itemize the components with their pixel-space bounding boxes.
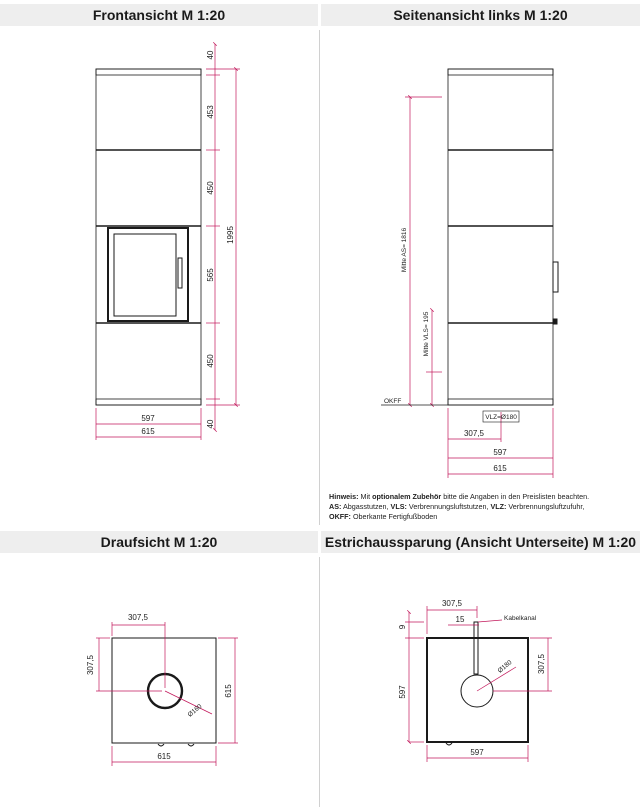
dim-front-seg2: 450 (206, 181, 215, 195)
side-base (448, 399, 553, 405)
dim-top-offset-x: 307,5 (127, 613, 149, 622)
dim-top-diameter: Ø160 (186, 703, 204, 719)
front-base (96, 399, 201, 405)
dim-front-top-cap: 40 (206, 50, 215, 60)
dim-front-width-inner: 597 (141, 414, 155, 423)
firebox-glass (114, 234, 176, 316)
dim-top-width: 615 (157, 752, 171, 761)
dim-front-total-height: 1995 (226, 226, 235, 244)
header-side: Seitenansicht links M 1:20 (321, 4, 640, 26)
dim-floor-diameter: Ø180 (496, 659, 514, 675)
door-handle (178, 258, 182, 288)
front-dimensions (96, 44, 240, 440)
side-handle (553, 262, 558, 292)
dim-side-depth-inner: 597 (493, 448, 507, 457)
dim-front-seg1: 453 (206, 105, 215, 119)
front-body (96, 69, 201, 405)
top-outline (112, 638, 216, 743)
dim-floor-top-gap: 9 (398, 624, 407, 630)
label-okff: OKFF (384, 398, 402, 405)
header-floor: Estrichaussparung (Ansicht Unterseite) M 1:20 (321, 531, 640, 553)
dim-floor-width: 597 (470, 748, 484, 757)
dim-side-vlz: VLZ=Ø180 (485, 414, 517, 421)
dim-front-seg3: 565 (206, 268, 215, 282)
header-top: Draufsicht M 1:20 (0, 531, 318, 553)
floor-view (427, 622, 528, 745)
dim-front-seg4: 450 (206, 354, 215, 368)
front-view (96, 69, 201, 405)
dim-side-mitte-as: Mitte AS= 1816 (401, 227, 408, 273)
dim-front-width-outer: 615 (141, 427, 155, 436)
dim-floor-depth: 597 (398, 685, 407, 699)
front-top-cap (96, 69, 201, 75)
dim-side-offset: 307,5 (463, 429, 485, 438)
floor-foot (446, 743, 452, 745)
dim-floor-channel-width: 15 (455, 615, 465, 624)
header-front: Frontansicht M 1:20 (0, 4, 318, 26)
top-dimensions (96, 622, 238, 766)
side-dimensions (381, 97, 553, 478)
dim-top-offset-y: 307,5 (86, 654, 95, 676)
dim-floor-offset-x: 307,5 (441, 599, 463, 608)
side-door-knob (553, 319, 557, 324)
dim-top-depth: 615 (224, 684, 233, 698)
top-feet (158, 744, 194, 746)
top-view (112, 638, 216, 746)
side-body (448, 69, 553, 405)
cable-channel (474, 622, 478, 674)
legend-note: Hinweis: Mit optionalem Zubehör bitte die Angaben in den Preislisten beachten. AS: Abgasstutzen, VLS: Verbrennungsluftstutzen, VLZ: Verbrennungsluftzufuhr, OKFF: Oberkante Fertigfußboden (329, 492, 590, 521)
dim-front-base: 40 (206, 419, 215, 429)
label-cable-channel: Kabelkanal (504, 615, 537, 622)
side-view (448, 69, 558, 405)
dim-side-mitte-vls: Mitte VLS= 195 (423, 311, 430, 357)
dim-floor-offset-y: 307,5 (537, 653, 546, 675)
dim-side-depth-outer: 615 (493, 464, 507, 473)
side-top-cap (448, 69, 553, 75)
